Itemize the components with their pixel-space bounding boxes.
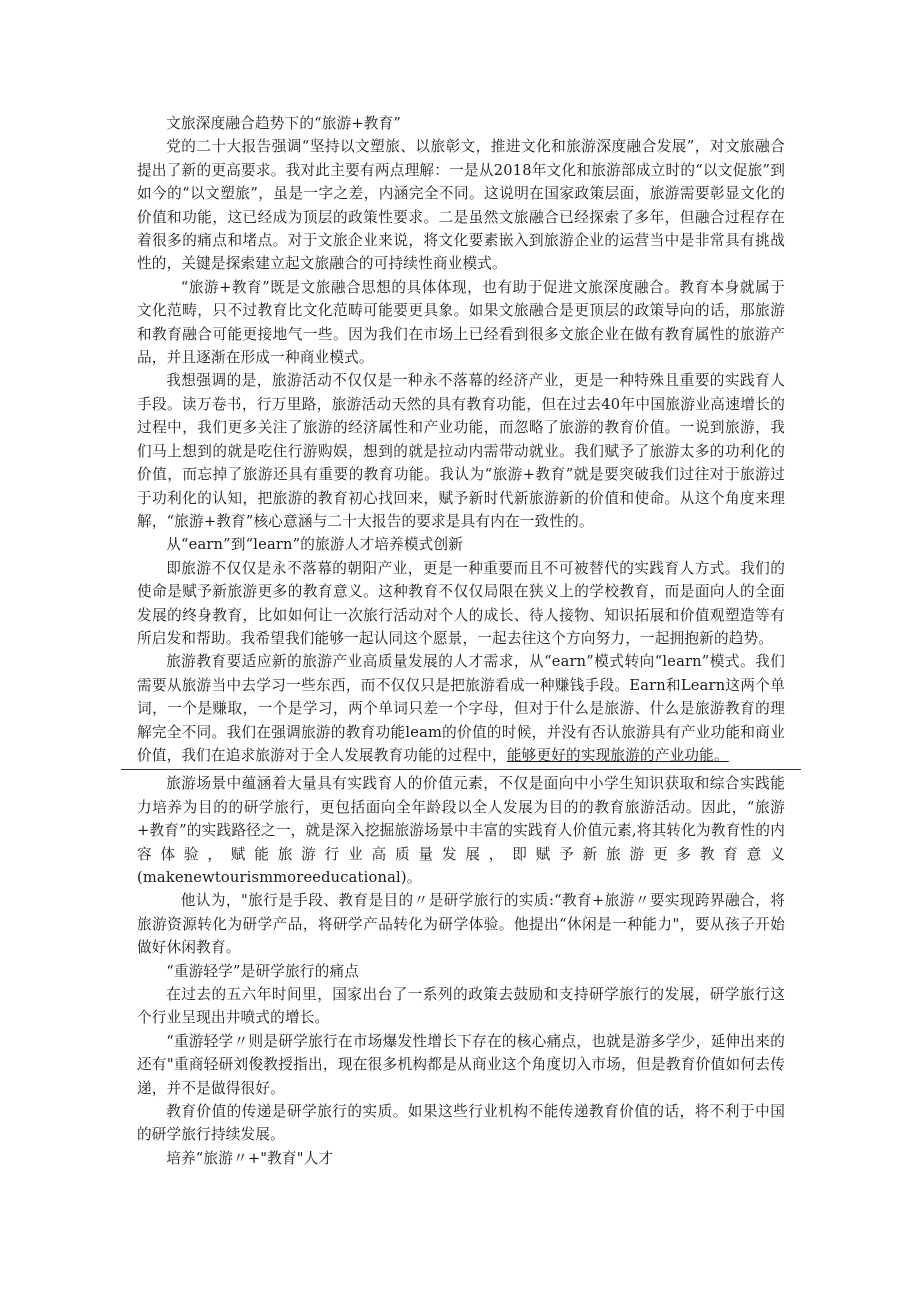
paragraph-9: “重游轻学〃则是研学旅行在市场爆发性增长下存在的核心痛点，也就是游多学少，延伸出来的还有"重商轻研刘俊教授指出，现在很多机构都是从商业这个角度切入市场，但是教育价值如何去传递，并不是做得很好。 [137,1032,785,1097]
document-body [137,112,785,1170]
paragraph-2: “旅游+教育”既是文旅融合思想的具体体现，也有助于促进文旅深度融合。教育本身就属于文化范畴，只不过教育比文化范畴可能要更具象。如果文旅融合是更顶层的政策导向的话，那旅游和教育融合可能更接地气一些。因为我们在市场上已经看到很多文旅企业在做有教育属性的旅游产品，并且逐渐在形成一种商业模式。 [137,278,785,367]
paragraph-4: 即旅游不仅仅是永不落幕的朝阳产业，更是一种重要而且不可被替代的实践育人方式。我们的使命是赋予新旅游更多的教育意义。这种教育不仅仅局限在狭义上的学校教育，而是面向人的全面发展的终身教育，比如如何让一次旅行活动对个人的成长、待人接物、知识拓展和价值观塑造等有所启发和帮助。我希望我们能够一起认同这个愿景，一起去往这个方向努力，一起拥抱新的趋势。 [137,559,785,647]
section-heading-title: 文旅深度融合趋势下的“旅游+教育” [166,115,402,132]
paragraph-1: 党的二十大报告强调“坚持以文塑旅、以旅彰文，推进文化和旅游深度融合发展”，对文旅融合提出了新的更高要求。我对此主要有两点理解：一是从2018年文化和旅游部成立时的“以文促旅”到如今的“以文塑旅”，虽是一字之差，内涵完全不同。这说明在国家政策层面，旅游需要彰显文化的价值和功能，这已经成为顶层的政策性要求。二是虽然文旅融合已经探索了多年，但融合过程存在着很多的痛点和堵点。对于文旅企业来说，将文化要素嵌入到旅游企业的运营当中是非常具有挑战性的，关键是探索建立起文旅融合的可持续性商业模式。 [137,138,785,273]
section-heading-talent: 培养“旅游〃+"教育"人才 [166,1149,334,1167]
paragraph-5-underlined-text: 能够更好的实现旅游的产业功能。 [506,746,729,764]
paragraph-5 [137,650,785,767]
paragraph-7: 他认为，"旅行是手段、教育是目的〃是研学旅行的实质:“教育+旅游〃要实现跨界融合，将旅游资源转化为研学产品，将研学产品转化为研学体验。他提出“休闲是一种能力"，要从孩子开始做好休闲教育。 [137,892,785,957]
paragraph-3: 我想强调的是，旅游活动不仅仅是一种永不落幕的经济产业，更是一种特殊且重要的实践育人手段。读万卷书，行万里路，旅游活动天然的具有教育功能，但在过去40年中国旅游业高速增长的过程中，我们更多关注了旅游的经济属性和产业功能，而忽略了旅游的教育价值。一说到旅游，我们马上想到的就是吃住行游购娱，想到的就是拉动内需带动就业。我们赋予了旅游太多的功利化的价值，而忘掉了旅游还具有重要的教育功能。我认为“旅游+教育”就是要突破我们过往对于旅游过于功利化的认知，把旅游的教育初心找回来，赋予新时代新旅游新的价值和使命。从这个角度来理解，“旅游+教育”核心意涵与二十大报告的要求是具有内在一致性的。 [137,372,785,530]
paragraph-5-text: 旅游教育要适应新的旅游产业高质量发展的人才需求，从“earn”模式转向“learn”模式。我们需要从旅游当中去学习一些东西，而不仅仅只是把旅游看成一种赚钱手段。Earn和Learn这两个单词，一个是赚取，一个是学习，两个单词只差一个字母，但对于什么是旅游、什么是旅游教育的理解完全不同。我们在强调旅游的教育功能leam的价值的时候，并没有否认旅游具有产业功能和商业价值，我们在追求旅游对于全人发展教育功能的过程中， [137,653,785,764]
paragraph-6: 旅游场景中蕴涵着大量具有实践育人的价值元素，不仅是面向中小学生知识获取和综合实践能力培养为目的的研学旅行，更包括面向全年龄段以全人发展为目的的教育旅游活动。因此，“旅游+教育”的实践路径之一，就是深入挖掘旅游场景中丰富的实践育人价值元素,将其转化为教育性的内容体验，赋能旅游行业高质量发展，即赋予新旅游更多教育意义(makenewtourismmoreeducational)。 [137,775,785,886]
paragraph-8: 在过去的五六年时间里，国家出台了一系列的政策去鼓励和支持研学旅行的发展，研学旅行这个行业呈现出井喷式的增长。 [137,986,785,1027]
section-heading-earn-learn: 从“earn”到“learn”的旅游人才培养模式创新 [166,536,464,554]
paragraph-10: 教育价值的传递是研学旅行的实质。如果这些行业机构不能传递教育价值的话，将不利于中国的研学旅行持续发展。 [137,1103,785,1144]
horizontal-rule [121,769,801,770]
section-heading-pain-point: “重游轻学”是研学旅行的痛点 [166,962,360,980]
